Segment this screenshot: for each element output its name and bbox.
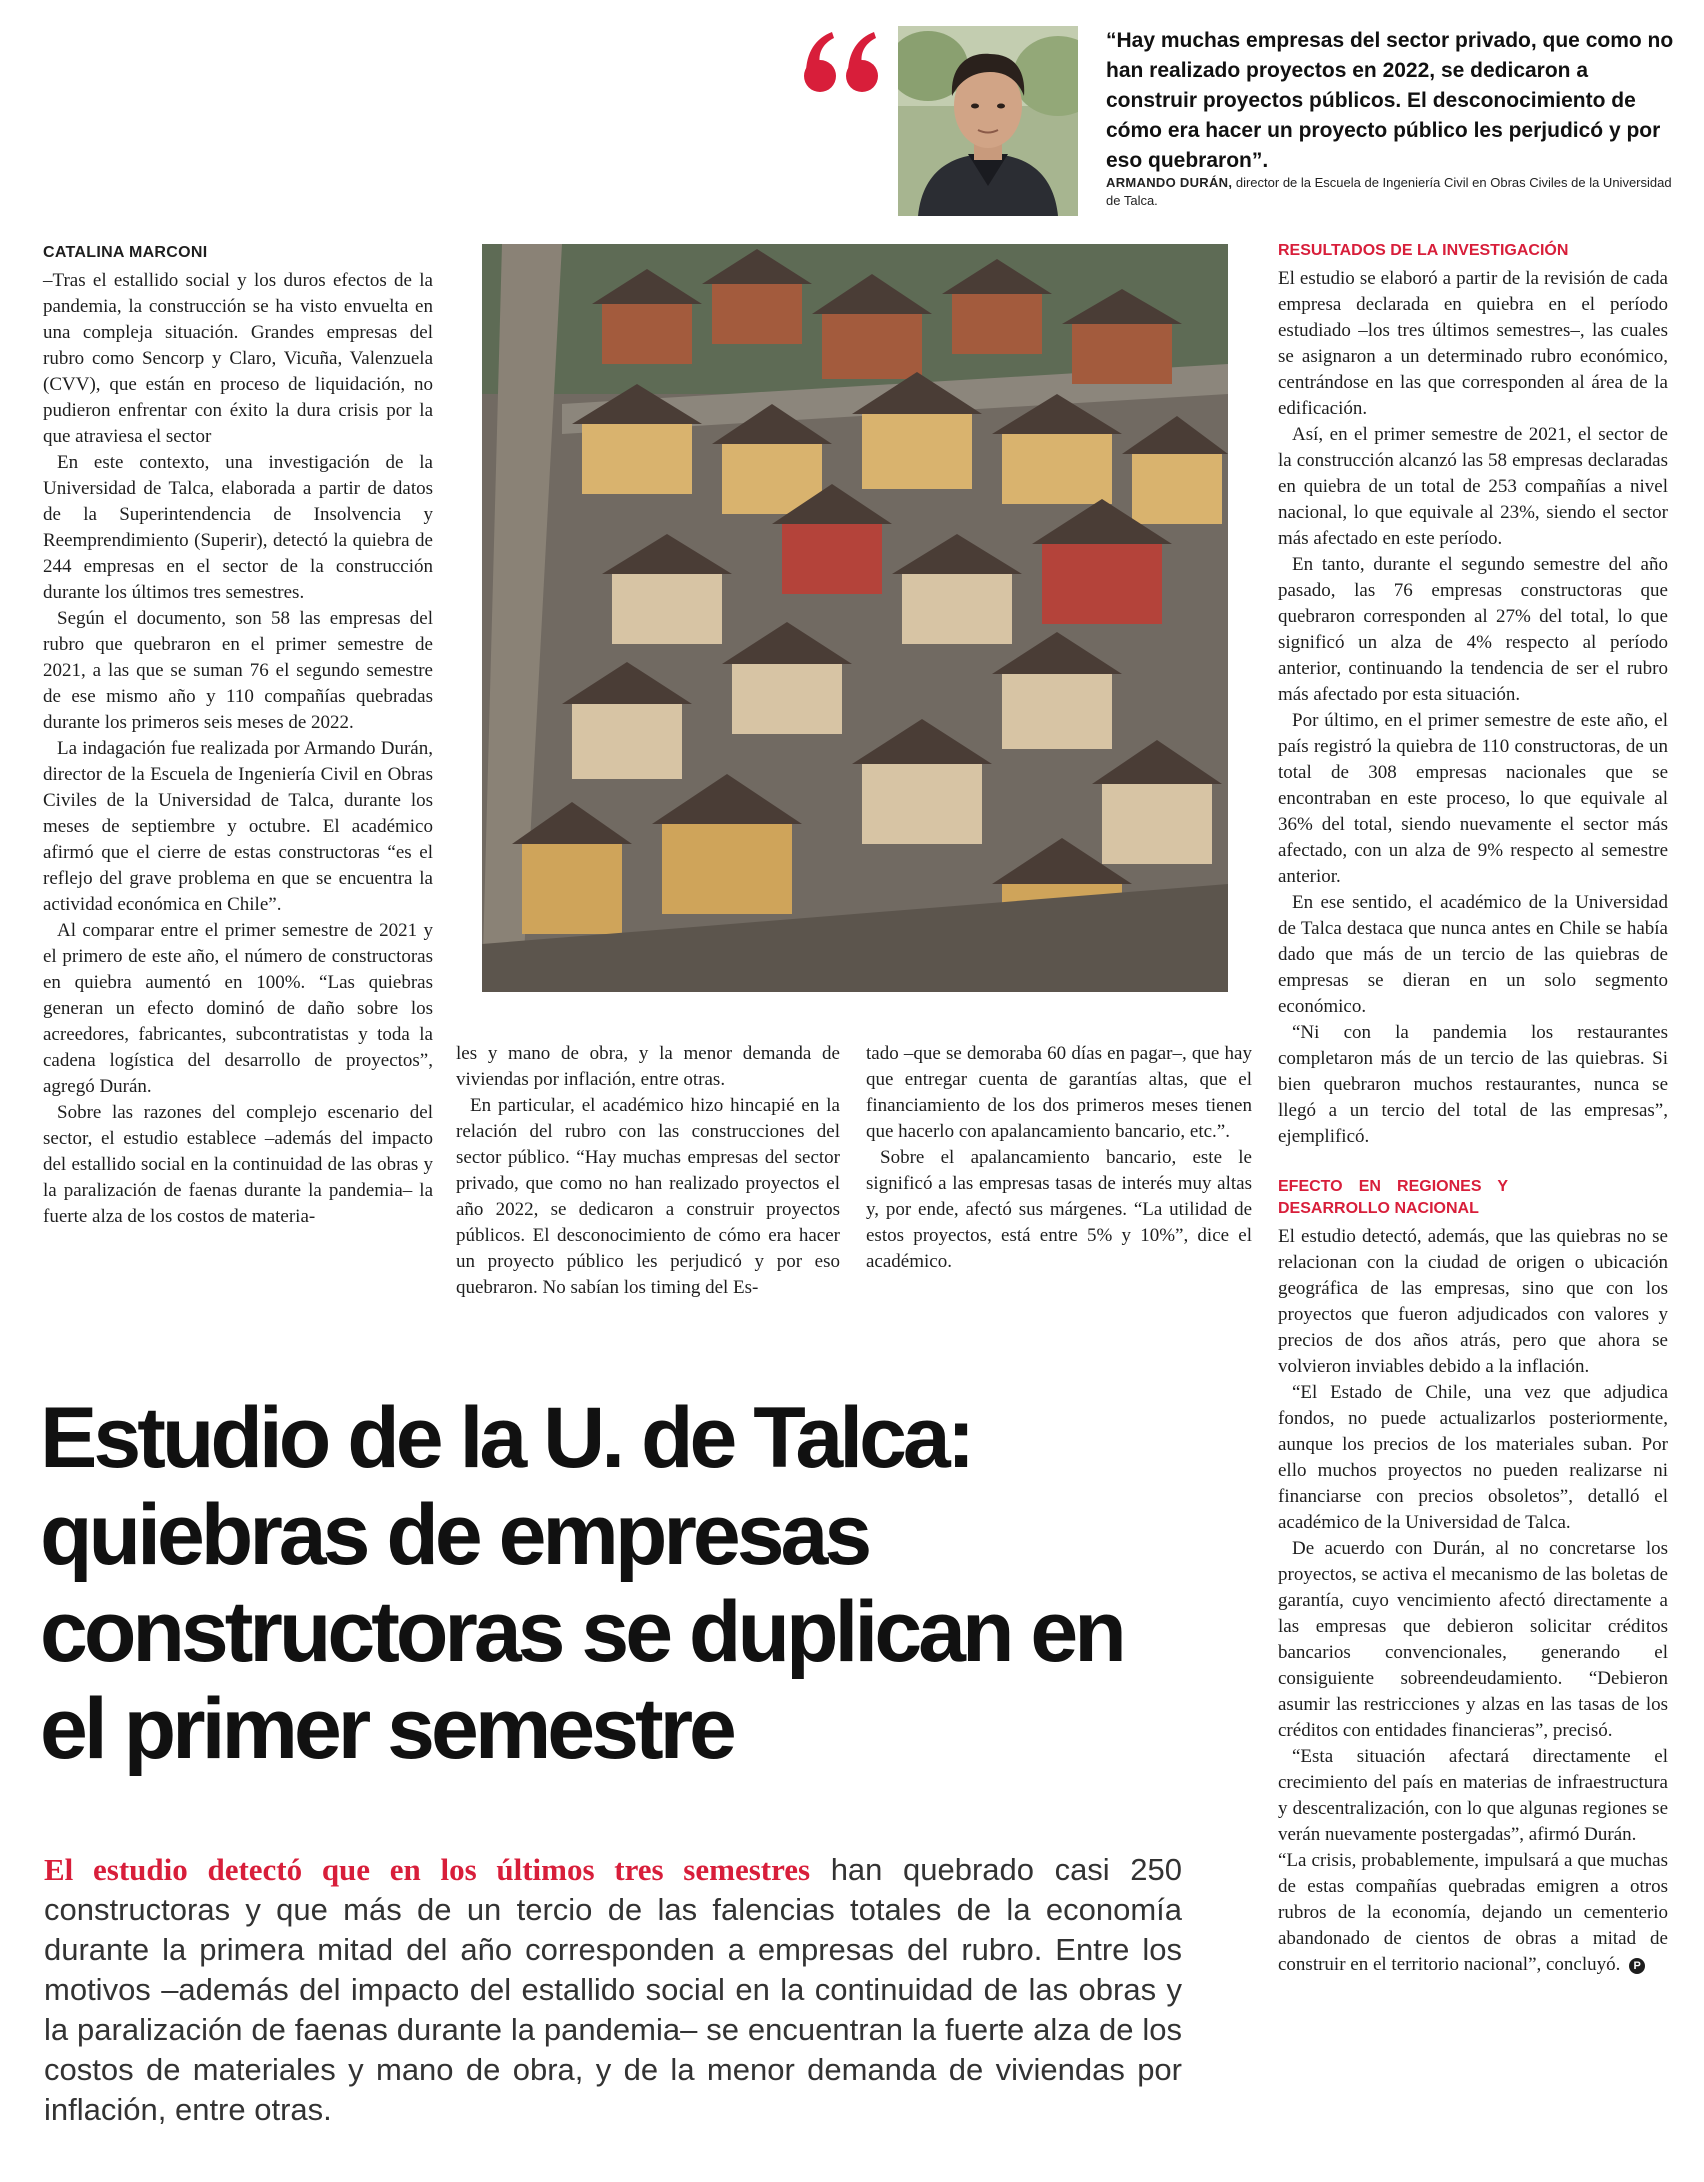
paragraph: De acuerdo con Durán, al no concretarse los proyectos, se activa el mecanismo de las boletas de garantía, cuyo vencimiento afectó directamente a las empresas que debieron solicitar créditos bancarios convencionales, generando el consiguiente sobreendeudamiento. “Debieron asumir las restricciones y alzas en las tasas de los créditos con entidades financieras”, precisó. (1278, 1538, 1668, 1741)
sidebar-heading-results: RESULTADOS DE LA INVESTIGACIÓN (1278, 242, 1569, 259)
paragraph: En particular, el académico hizo hincapié en la relación del rubro con las construcciones del sector público. “Hay muchas empresas del sector privado, que como no han realizado proyectos el año 2022, se dedicaron a construir proyectos públicos. El desconocimiento de cómo era hacer un proyecto público les perjudicó y por eso quebraron. No sabían los timing del Es- (456, 1095, 840, 1298)
quote-mark-icon (800, 28, 890, 98)
quote-author-name: ARMANDO DURÁN, (1106, 175, 1233, 190)
paragraph: En este contexto, una investigación de la Universidad de Talca, elaborada a partir de datos de la Superintendencia de Insolvencia y Reemprendimiento (Superir), detectó la quiebra de 244 empresas en el sector de la construcción durante los últimos tres semestres. (43, 452, 433, 603)
paragraph: El estudio se elaboró a partir de la revisión de cada empresa declarada en quiebra en el período estudiado –los tres últimos semestres–, las cuales se asignaron a un determinado rubro económico, centrándose en las que corresponden al área de la edificación. (1278, 268, 1668, 419)
sidebar-column (1278, 240, 1668, 1978)
paragraph: En tanto, durante el segundo semestre del año pasado, las 76 empresas constructoras que quebraron corresponden al 27% del total, lo que significó un alza de 4% respecto al período anterior, continuando la tendencia de ser el rubro más afectado por esta situación. (1278, 554, 1668, 705)
sidebar-heading-regions: EFECTO EN REGIONES Y DESARROLLO NACIONAL (1278, 1178, 1508, 1217)
paragraph: les y mano de obra, y la menor demanda de viviendas por inflación, entre otras. (456, 1043, 840, 1090)
article-column-2 (456, 1041, 840, 1301)
paragraph: Sobre las razones del complejo escenario del sector, el estudio establece –además del impacto del estallido social en la continuidad de las obras y la paralización de faenas durante la pandemia– la fuerte alza de los costos de materia- (43, 1102, 433, 1227)
paragraph: “La crisis, probablemente, impulsará a que muchas de estas compañías quebradas emigren a otros rubros de la economía, dejando un cementerio abandonado de cientos de obras a mitad de construir en el territorio nacional”, concluyó. (1278, 1850, 1668, 1975)
article-column-1 (43, 240, 433, 1230)
pull-quote: “Hay muchas empresas del sector privado, que como no han realizado proyectos en 2022, se dedicaron a construir proyectos públicos. El desconocimiento de cómo era hacer un proyecto público les perjudicó y por eso quebraron”. (1106, 29, 1674, 172)
headline-line: quiebras de empresas (40, 1487, 869, 1583)
paragraph: tado –que se demoraba 60 días en pagar–, que hay que entregar cuenta de garantías altas, que el financiamiento de los dos primeros meses tienen que hacerlo con apalancamiento bancario, etc.”. (866, 1043, 1252, 1142)
article-column-3 (866, 1041, 1252, 1275)
paragraph: Por último, en el primer semestre de este año, el país registró la quiebra de 110 constructoras, de un total de 308 empresas nacionales que se encontraban en este proceso, lo que equivale al 36% del total, siendo nuevamente el sector más afectado, con un alza de 9% respecto al semestre anterior. (1278, 710, 1668, 887)
paragraph: –Tras el estallido social y los duros efectos de la pandemia, la construcción se ha visto envuelta en una compleja situación. Grandes empresas del rubro como Sencorp y Claro, Vicuña, Valenzuela (CVV), que están en proceso de liquidación, no pudieron enfrentar con éxito la dura crisis por la que atraviesa el sector (43, 270, 433, 447)
paragraph: Según el documento, son 58 las empresas del rubro que quebraron en el primer semestre de 2021, a las que se suman 76 el segundo semestre de ese mismo año y 110 compañías quebradas durante los primeros seis meses de 2022. (43, 608, 433, 733)
page-title (40, 1390, 1250, 1778)
quote-author-role: director de la Escuela de Ingeniería Civil en Obras Civiles de la Universidad de Talca. (1106, 175, 1672, 208)
paragraph: La indagación fue realizada por Armando Durán, director de la Escuela de Ingeniería Civil en Obras Civiles de la Universidad de Talca, durante los meses de septiembre y octubre. El académico afirmó que el cierre de estas constructoras “es el reflejo del grave problema en que se encuentra la actividad económica en Chile”. (43, 738, 433, 915)
paragraph: “El Estado de Chile, una vez que adjudica fondos, no puede actualizarlos posteriormente, aunque los precios de los materiales suban. Por ello muchos proyectos no pueden realizarse ni financiarse con precios obsoletos”, detalló el académico de la Universidad de Talca. (1278, 1382, 1668, 1533)
lead-text: han quebrado casi 250 constructoras y que más de un tercio de las falencias totales de la economía durante la primera mitad del año corresponden a empresas del rubro. Entre los motivos –además del impacto del estallido social en la continuidad de las obras y la paralización de faenas durante la pandemia– se encuentran la fuerte alza de los costos de materiales y mano de obra, y de la menor demanda de viviendas por inflación, entre otras. (44, 1852, 1182, 2127)
paragraph: El estudio detectó, además, que las quiebras no se relacionan con la ciudad de origen o ubicación geográfica de las empresas, sino que con los proyectos que fueron adjudicados con valores y precios de dos años atrás, pero que ahora se volvieron inviables debido a la inflación. (1278, 1226, 1668, 1377)
headline-line: el primer semestre (40, 1681, 733, 1777)
quote-attribution (1106, 174, 1676, 210)
paragraph: “Ni con la pandemia los restaurantes completaron más de un tercio de las quiebras. Si bien quebraron muchos restaurantes, nunca se llegó a un tercio del total de las empresas”, ejemplificó. (1278, 1022, 1668, 1147)
end-mark-icon (1629, 1958, 1645, 1974)
author-portrait (898, 26, 1078, 216)
headline-line: constructoras se duplican en (40, 1584, 1123, 1680)
paragraph: Así, en el primer semestre de 2021, el sector de la construcción alcanzó las 58 empresas declaradas en quiebra de un total de 253 compañías a nivel nacional, lo que equivale al 23%, siendo el sector más afectado en este período. (1278, 424, 1668, 549)
housing-construction-photo (482, 244, 1228, 992)
paragraph: Sobre el apalancamiento bancario, este le significó a las empresas tasas de interés muy altas y, por ende, afectó sus márgenes. “La utilidad de estos proyectos, está entre 5% y 10%”, dice el académico. (866, 1147, 1252, 1272)
lead-highlight: El estudio detectó que en los últimos tres semestres (44, 1852, 811, 1887)
end-mark-letter: P (1633, 1959, 1641, 1972)
paragraph: Al comparar entre el primer semestre de 2021 y el primero de este año, el número de constructoras en quiebra aumentó en 100%. “Las quiebras generan un efecto dominó de daño sobre los acreedores, fabricantes, subcontratistas y toda la cadena logística del desarrollo de proyectos”, agregó Durán. (43, 920, 433, 1097)
lead-paragraph (44, 1850, 1182, 2130)
byline: CATALINA MARCONI (43, 244, 208, 261)
headline-line: Estudio de la U. de Talca: (40, 1390, 972, 1486)
paragraph: “Esta situación afectará directamente el crecimiento del país en materias de infraestructura y descentralización, con lo que algunas regiones se verán nuevamente postergadas”, afirmó Durán. (1278, 1746, 1668, 1845)
paragraph: En ese sentido, el académico de la Universidad de Talca destaca que nunca antes en Chile se había dado que más de un tercio de las quiebras de empresas se dieran en un solo segmento económico. (1278, 892, 1668, 1017)
